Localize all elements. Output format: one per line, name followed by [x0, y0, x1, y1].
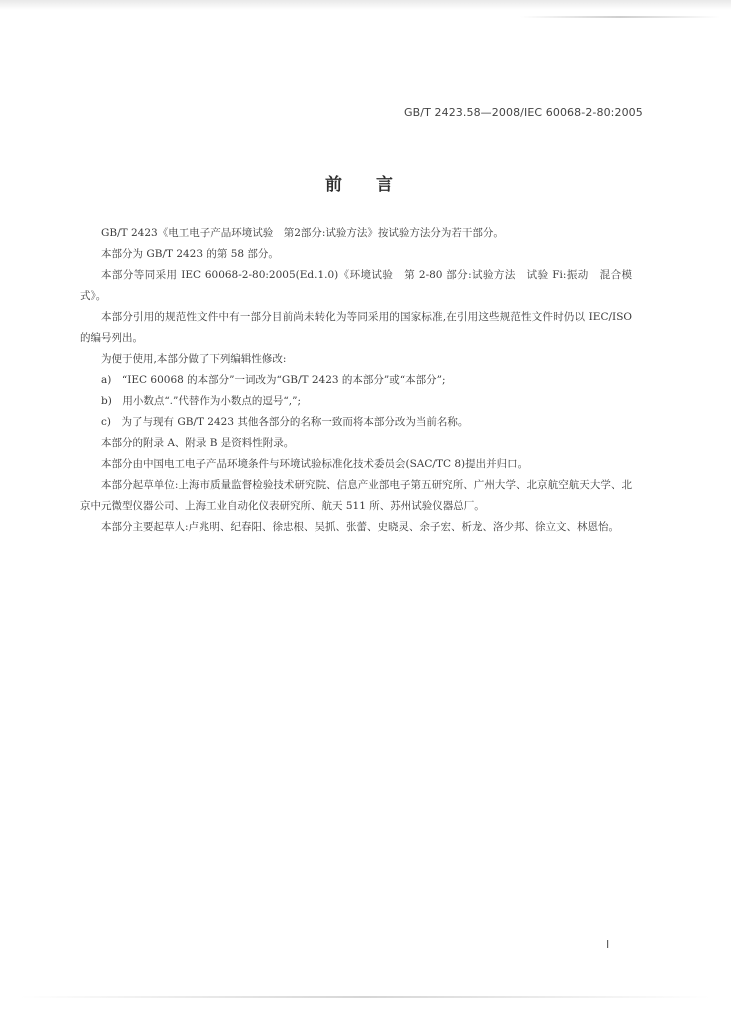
list-item-c: c) 为了与现有 GB/T 2423 其他各部分的名称一致而将本部分改为当前名称。 [101, 416, 469, 428]
paragraph-proposer: 本部分由中国电工电子产品环境条件与环境试验标准化技术委员会(SAC/TC 8)提出并归口。 [101, 458, 529, 470]
paragraph-annexes: 本部分的附录 A、附录 B 是资料性附录。 [101, 437, 295, 449]
paragraph-part-number: 本部分为 GB/T 2423 的第 58 部分。 [101, 248, 279, 260]
paragraph-adoption: 本部分等同采用 IEC 60068-2-80:2005(Ed.1.0)《环境试验 第 2-80 部分:试验方法 试验 Fi:振动 混合模式》。 [80, 269, 632, 302]
scan-edge-top [0, 0, 731, 10]
standard-number: GB/T 2423.58—2008/IEC 60068-2-80:2005 [404, 106, 643, 119]
paragraph-drafting-units: 本部分起草单位:上海市质量监督检验技术研究院、信息产业部电子第五研究所、广州大学、北京航空航天大学、北京中元微型仪器公司、上海工业自动化仪表研究所、航天 511 所、苏州试验仪器总厂。 [80, 479, 632, 512]
page-number: I [606, 938, 610, 951]
paragraph-drafters: 本部分主要起草人:卢兆明、纪春阳、徐忠根、吴抓、张蕾、史晓灵、余子宏、析龙、洛少邦、徐立文、林恩怡。 [101, 521, 620, 533]
scan-edge-bottom [20, 996, 710, 998]
list-item-b: b) 用小数点“.”代替作为小数点的逗号“,”; [101, 395, 302, 407]
paragraph-editorial-changes: 为便于使用,本部分做了下列编辑性修改: [101, 353, 287, 365]
foreword-body [80, 223, 632, 538]
paragraph-series-intro: GB/T 2423《电工电子产品环境试验 第2部分:试验方法》按试验方法分为若干部分。 [101, 227, 504, 239]
scan-mark-top [520, 16, 720, 18]
list-item-a: a) “IEC 60068 的本部分”一词改为“GB/T 2423 的本部分”或“本部分”; [101, 374, 446, 386]
paragraph-normative-references: 本部分引用的规范性文件中有一部分目前尚未转化为等同采用的国家标准,在引用这些规范性文件时仍以 IEC/ISO 的编号列出。 [80, 311, 632, 344]
page-title: 前言 [325, 175, 427, 195]
